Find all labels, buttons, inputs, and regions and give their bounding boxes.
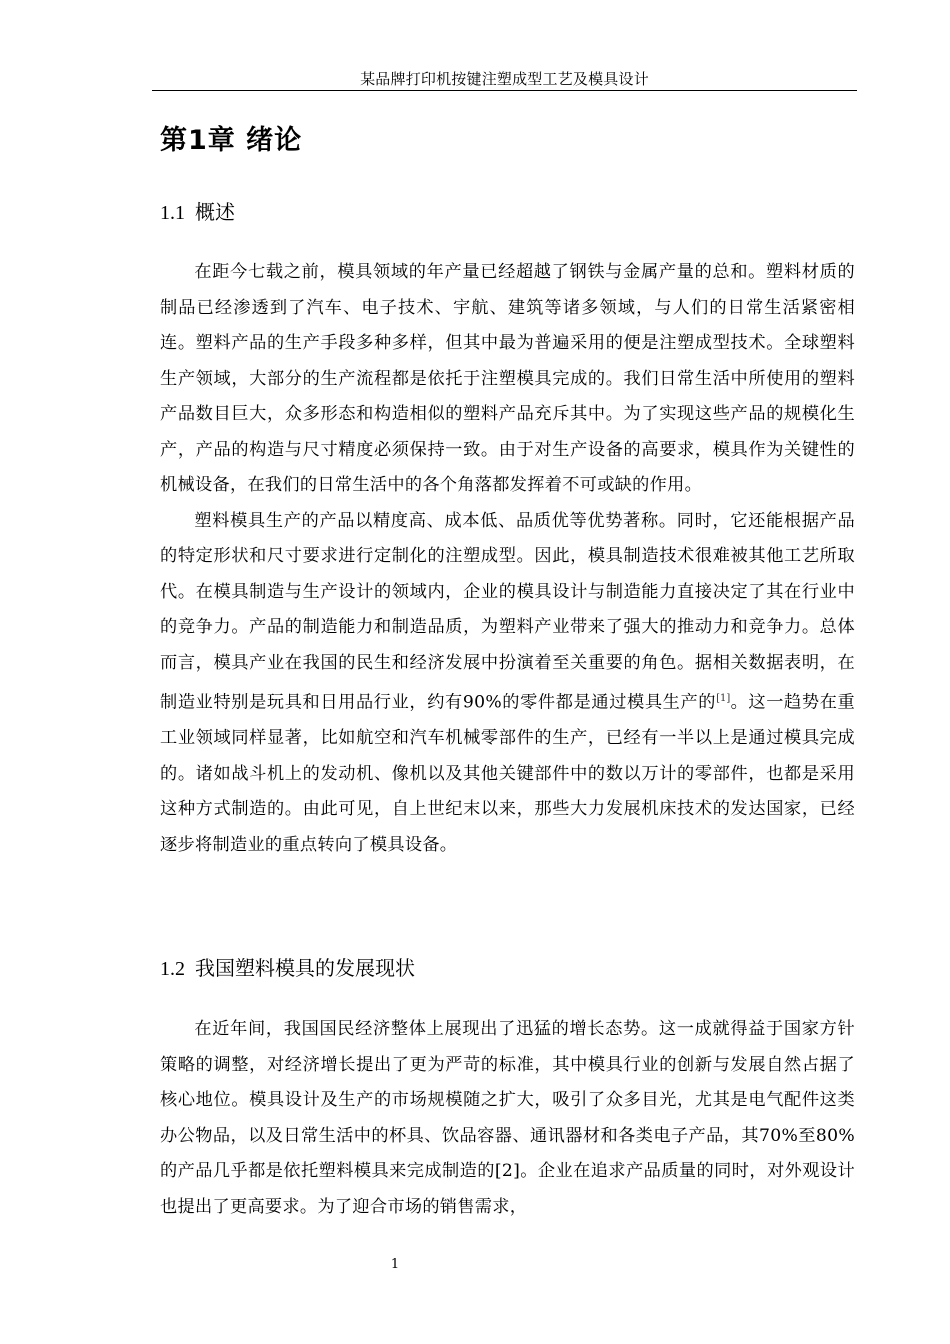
chapter-title: 第1章 绪论 xyxy=(160,125,303,156)
section-heading-1-2 xyxy=(160,954,415,983)
paragraph: 在近年间，我国国民经济整体上展现出了迅猛的增长态势。这一成就得益于国家方针策略的调整，对经济增长提出了更为严苛的标准，其中模具行业的创新与发展自然占据了核心地位。模具设计及生产的市场规模随之扩大，吸引了众多目光，尤其是电气配件这类办公物品，以及日常生活中的杯具、饮品容器、通讯器材和各类电子产品，其70%至80%的产品几乎都是依托塑料模具来完成制造的[2]。企业在追求产品质量的同时，对外观设计也提出了更高要求。为了迎合市场的销售需求， xyxy=(160,1019,855,1217)
paragraph-text: 。这一趋势在重工业领域同样显著，比如航空和汽车机械零部件的生产，已经有一半以上是通过模具完成的。诸如战斗机上的发动机、像机以及其他关键部件中的数以万计的零部件，也都是采用这种方式制造的。由此可见，自上世纪末以来，那些大力发展机床技术的发达国家，已经逐步将制造业的重点转向了模具设备。 xyxy=(160,692,855,855)
section-title-text: 我国塑料模具的发展现状 xyxy=(195,956,415,980)
section-number: 1.2 xyxy=(160,958,185,980)
paragraph: 在距今七载之前，模具领域的年产量已经超越了钢铁与金属产量的总和。塑料材质的制品已经渗透到了汽车、电子技术、宇航、建筑等诸多领域，与人们的日常生活紧密相连。塑料产品的生产手段多种多样，但其中最为普遍采用的便是注塑成型技术。全球塑料生产领域，大部分的生产流程都是依托于注塑模具完成的。我们日常生活中所使用的塑料产品数目巨大，众多形态和构造相似的塑料产品充斥其中。为了实现这些产品的规模化生产，产品的构造与尺寸精度必须保持一致。由于对生产设备的高要求，模具作为关键性的机械设备，在我们的日常生活中的各个角落都发挥着不可或缺的作用。 xyxy=(160,262,855,495)
section-1-2-body xyxy=(160,1012,855,1225)
paragraph-text: 塑料模具生产的产品以精度高、成本低、品质优等优势著称。同时，它还能根据产品的特定形状和尺寸要求进行定制化的注塑成型。因此，模具制造技术很难被其他工艺所取代。在模具制造与生产设计的领域内，企业的模具设计与制造能力直接决定了其在行业中的竞争力。产品的制造能力和制造品质，为塑料产业带来了强大的推动力和竞争力。总体而言，模具产业在我国的民生和经济发展中扮演着至关重要的角色。据相关数据表明，在制造业特别是玩具和日用品行业，约有90%的零件都是通过模具生产的 xyxy=(160,510,855,713)
section-title-text: 概述 xyxy=(195,200,235,224)
section-heading-1-1 xyxy=(160,198,235,227)
citation-link[interactable]: [1] xyxy=(716,693,731,704)
page-number: 1 xyxy=(390,1257,400,1272)
paragraph xyxy=(160,504,855,864)
section-1-1-body xyxy=(160,255,855,863)
header-rule xyxy=(152,90,857,91)
running-header: 某品牌打印机按键注塑成型工艺及模具设计 xyxy=(360,70,649,88)
section-number: 1.1 xyxy=(160,202,185,224)
